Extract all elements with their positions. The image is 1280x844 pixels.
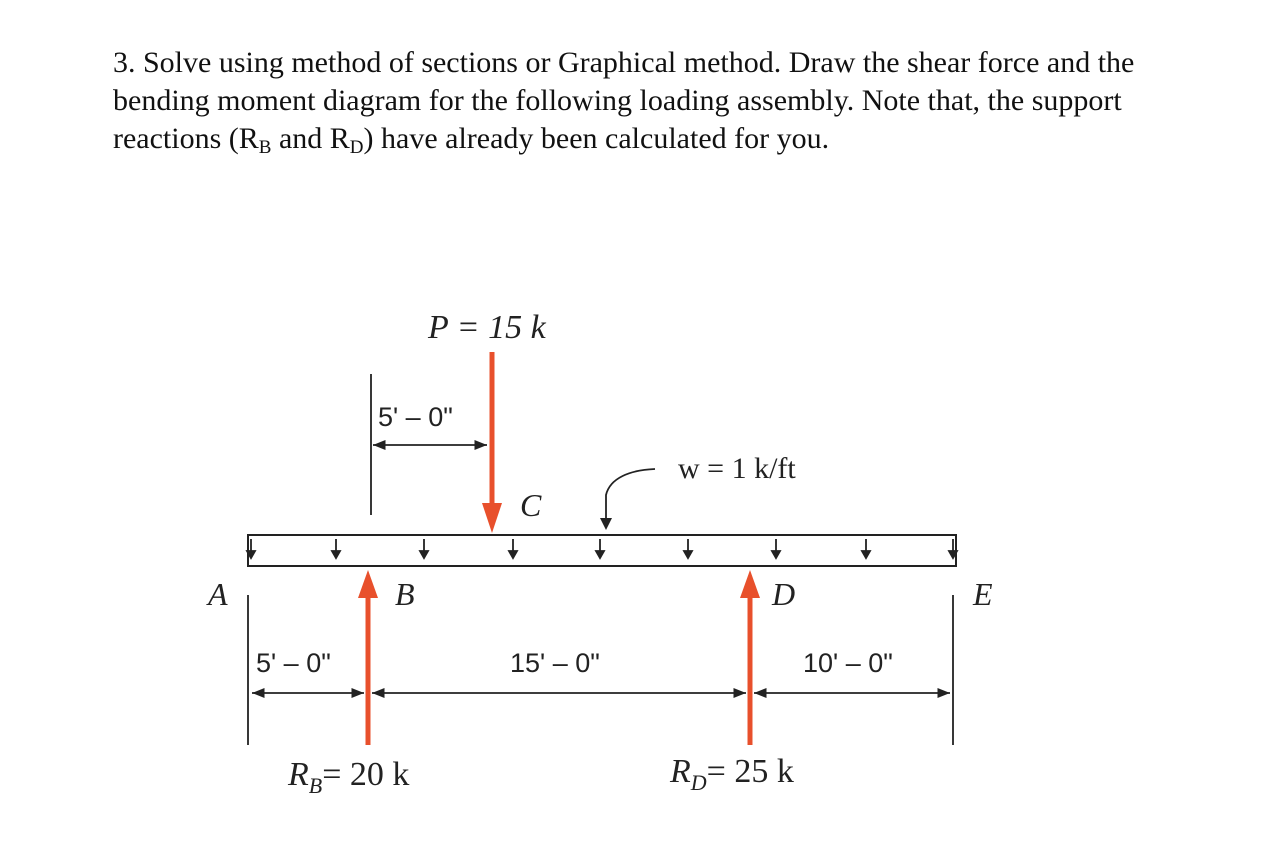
point-c-label: C	[520, 487, 542, 523]
reaction-d-arrowhead	[740, 570, 760, 598]
dim-ab-label: 5' – 0"	[256, 648, 331, 678]
udl-label: w = 1 k/ft	[678, 452, 796, 485]
reaction-d-label: $R_D= 25$ k	[670, 753, 794, 795]
point-a-label: A	[208, 576, 228, 612]
problem-line-1: 3. Solve using method of sections or Graphical method. Draw the shear force and the	[113, 46, 1135, 79]
point-d-label: D	[772, 576, 796, 612]
point-b-label: B	[395, 576, 415, 612]
udl-leader	[606, 469, 655, 522]
reaction-b-arrowhead	[358, 570, 378, 598]
dim-load-offset-label: 5' – 0"	[378, 402, 453, 432]
dim-de-label: 10' – 0"	[803, 648, 893, 678]
dim-bd-label: 15' – 0"	[510, 648, 600, 678]
point-e-label: E	[973, 576, 993, 612]
point-load-label: P = 15 k	[428, 309, 546, 346]
problem-line-3: reactions (RB and RD) have already been calculated for you.	[113, 122, 830, 158]
problem-line-2: bending moment diagram for the following loading assembly. Note that, the support	[113, 84, 1122, 117]
point-load-arrowhead	[482, 503, 502, 533]
udl-leader-arrowhead	[600, 518, 612, 530]
reaction-b-label: $R_B= 20$ k	[288, 756, 410, 798]
